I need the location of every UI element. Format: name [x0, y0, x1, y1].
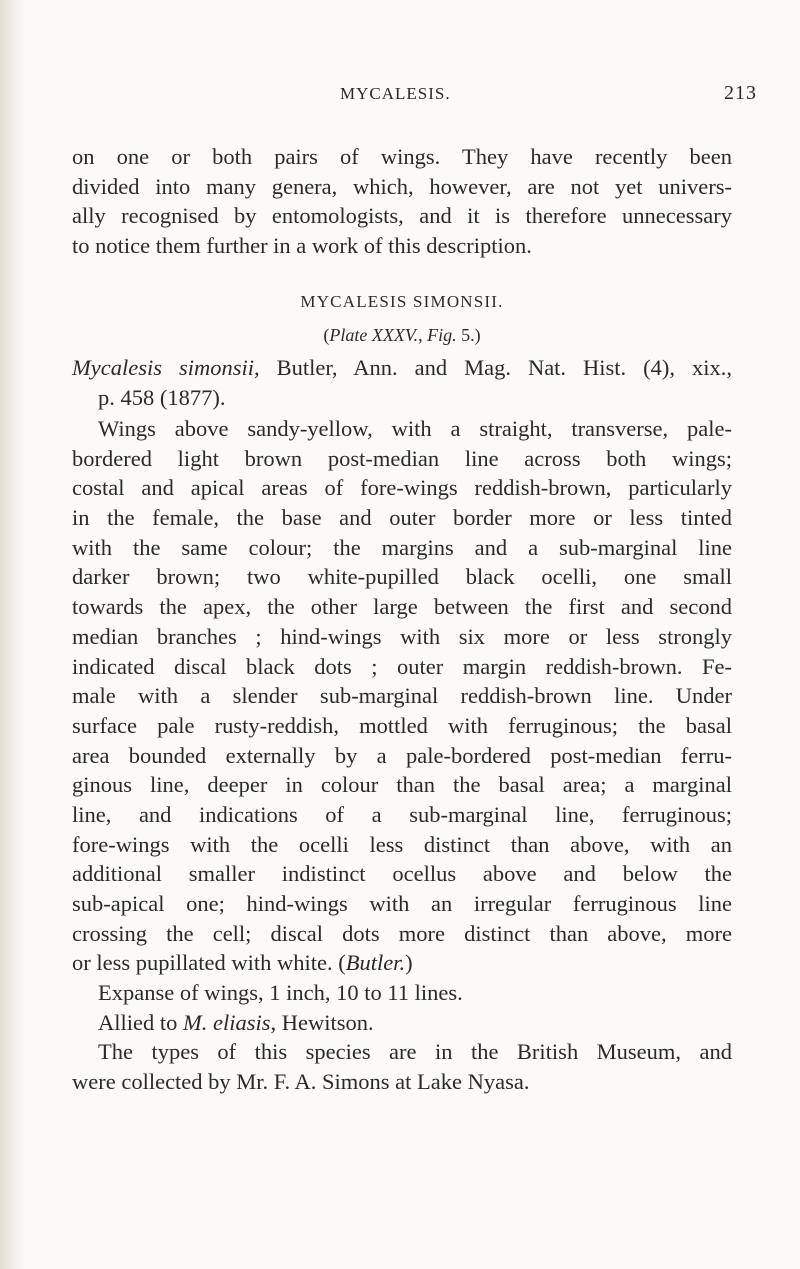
- species-name: Mycalesis simonsii: [72, 355, 254, 380]
- running-title: MYCALESIS.: [340, 84, 451, 103]
- text-line: were collected by Mr. F. A. Simons at Lake Nyasa.: [72, 1069, 530, 1095]
- text-line: crossing the cell; discal dots more distinct than above, more: [72, 920, 732, 946]
- text-line: male with a slender sub-marginal reddish-brown line. Under: [72, 683, 732, 709]
- citation-line-2: p. 458 (1877).: [98, 384, 226, 410]
- page-gutter-shadow: [0, 0, 26, 1269]
- text-line: in the female, the base and outer border more or less tinted: [72, 505, 732, 531]
- figure-label: Fig.: [427, 325, 457, 345]
- text-line: line, and indications of a sub-marginal line, ferruginous;: [72, 801, 732, 827]
- text-line: darker brown; two white-pupilled black ocelli, one small: [72, 564, 732, 590]
- plate-label: Plate XXXV.: [329, 325, 419, 345]
- allied-line: Allied to M. eliasis, Hewitson.: [98, 1009, 374, 1035]
- allied-species-name: M. eliasis: [183, 1009, 271, 1035]
- text-line: costal and apical areas of fore-wings reddish-brown, particularly: [72, 475, 732, 501]
- page-number: 213: [724, 82, 757, 104]
- text-line: ally recognised by entomologists, and it is therefore unnecessary: [72, 203, 732, 229]
- plate-reference: (Plate XXXV., Fig. 5.): [323, 325, 481, 345]
- text-line: on one or both pairs of wings. They have recently been: [72, 144, 732, 169]
- text-line: to notice them further in a work of this description.: [72, 233, 532, 259]
- expanse-line: Expanse of wings, 1 inch, 10 to 11 lines.: [98, 980, 463, 1006]
- text-line: bordered light brown post-median line across both wings;: [72, 445, 732, 471]
- text-line: ginous line, deeper in colour than the basal area; a marginal: [72, 772, 732, 798]
- text-line: fore-wings with the ocelli less distinct than above, with an: [72, 831, 732, 857]
- text-line-last: or less pupillated with white. (Butler.): [72, 950, 413, 976]
- text-line: with the same colour; the margins and a sub-marginal line: [72, 534, 732, 560]
- text-line: The types of this species are in the British Museum, and: [98, 1039, 732, 1065]
- citation: [72, 353, 732, 412]
- text-line: Wings above sandy-yellow, with a straight, transverse, pale-: [98, 416, 732, 441]
- text-line: indicated discal black dots ; outer margin reddish-brown. Fe-: [72, 653, 732, 679]
- author-name: Butler.: [345, 950, 406, 976]
- description-paragraph: [72, 414, 732, 1097]
- citation-line-1: Mycalesis simonsii, Butler, Ann. and Mag. Nat. Hist. (4), xix.,: [72, 355, 732, 380]
- text-line: area bounded externally by a pale-bordered post-median ferru-: [72, 742, 732, 768]
- species-heading: MYCALESIS SIMONSII.: [300, 292, 504, 311]
- text-line: towards the apex, the other large between the first and second: [72, 594, 732, 620]
- intro-paragraph: [72, 142, 732, 261]
- text-line: divided into many genera, which, however, are not yet univers-: [72, 173, 732, 199]
- text-line: surface pale rusty-reddish, mottled with ferruginous; the basal: [72, 712, 732, 738]
- text-line: median branches ; hind-wings with six more or less strongly: [72, 623, 732, 649]
- text-line: additional smaller indistinct ocellus above and below the: [72, 861, 732, 887]
- text-line: sub-apical one; hind-wings with an irregular ferruginous line: [72, 891, 732, 916]
